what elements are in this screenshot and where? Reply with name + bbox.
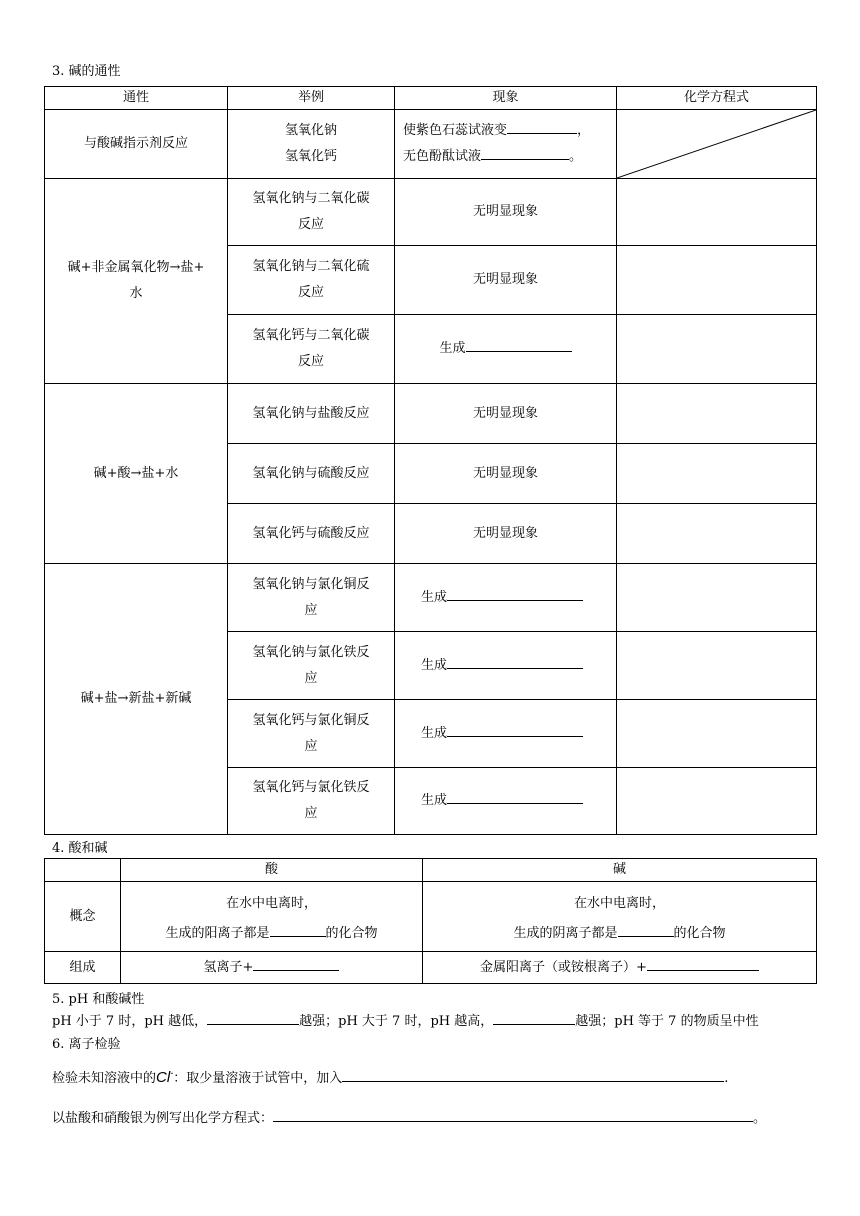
example-text: 氢氧化钠与二氧化硫 <box>252 259 370 274</box>
example-cell: 氢氧化钠与盐酸反应 <box>228 384 395 444</box>
header-empty <box>45 859 121 882</box>
property-text: 水 <box>129 286 143 301</box>
table-header-row <box>45 87 817 110</box>
equation-cell[interactable] <box>617 768 817 835</box>
fill-blank[interactable] <box>207 1010 299 1025</box>
header-example: 举例 <box>228 87 395 110</box>
table-row <box>45 179 817 246</box>
example-cell: 氢氧化钠与硫酸反应 <box>228 444 395 504</box>
section-4-title: 4. 酸和碱 <box>52 841 108 856</box>
example-text: 应 <box>304 670 318 686</box>
example-text: 氢氧化钙与二氧化碳 <box>252 328 370 343</box>
phenomenon-cell: 无明显现象 <box>395 384 617 444</box>
phenomenon-cell <box>395 632 617 700</box>
phenomenon-cell <box>395 564 617 632</box>
table-row <box>45 384 817 444</box>
equation-cell[interactable] <box>617 632 817 700</box>
phenomenon-cell <box>395 315 617 384</box>
phenomenon-cell <box>395 768 617 835</box>
equation-cell[interactable] <box>617 384 817 444</box>
test-text: 检验未知溶液中的 <box>52 1071 157 1086</box>
fill-blank[interactable] <box>507 119 577 134</box>
base-composition-cell <box>423 952 817 984</box>
concept-text: 的化合物 <box>673 925 726 941</box>
punctuation: 。 <box>753 1111 767 1126</box>
concept-text: 生成的阳离子都是 <box>165 925 270 941</box>
example-text: 氢氧化钠 <box>284 123 337 138</box>
phenomenon-cell <box>395 110 617 179</box>
example-cell <box>228 700 395 768</box>
diagonal-line <box>617 110 816 178</box>
table-row <box>45 952 817 984</box>
table-row <box>45 564 817 632</box>
phenomenon-text: 使紫色石蕊试液变 <box>403 123 508 138</box>
example-cell <box>228 768 395 835</box>
equation-cell[interactable] <box>617 700 817 768</box>
concept-text: 在水中电离时， <box>225 895 317 911</box>
fill-blank[interactable] <box>447 654 583 669</box>
equation-cell[interactable] <box>617 504 817 564</box>
fill-blank[interactable] <box>647 956 759 971</box>
example-text: 反应 <box>297 285 324 300</box>
phenomenon-cell: 无明显现象 <box>395 179 617 246</box>
example-text: 应 <box>304 602 318 618</box>
phenomenon-text: 生成 <box>421 725 448 741</box>
phenomenon-text: 无色酚酞试液 <box>403 149 482 164</box>
header-property: 通性 <box>45 87 228 110</box>
example-cell <box>228 315 395 384</box>
punctuation: 。 <box>569 149 583 164</box>
concept-text: 的化合物 <box>325 925 378 941</box>
fill-blank[interactable] <box>447 722 583 737</box>
punctuation: ， <box>577 123 591 138</box>
equation-text: 以盐酸和硝酸银为例写出化学方程式： <box>52 1111 274 1126</box>
table-row <box>45 110 817 179</box>
phenomenon-text: 生成 <box>421 657 448 673</box>
punctuation: . <box>724 1071 729 1086</box>
example-cell <box>228 246 395 315</box>
property-indicator: 与酸碱指示剂反应 <box>45 110 228 179</box>
table-row <box>45 882 817 952</box>
example-text: 氢氧化钠与氯化铁反 <box>252 644 370 660</box>
example-cell <box>228 632 395 700</box>
phenomenon-text: 生成 <box>421 589 448 605</box>
acid-base-table <box>44 858 817 984</box>
section-6-title: 6. 离子检验 <box>52 1037 121 1052</box>
property-salt: 碱+盐→新盐+新碱 <box>45 564 228 835</box>
example-cell <box>228 179 395 246</box>
example-text: 氢氧化钙 <box>284 149 337 164</box>
fill-blank[interactable] <box>273 1107 753 1122</box>
example-text: 氢氧化钠与氯化铜反 <box>252 576 370 592</box>
fill-blank[interactable] <box>481 145 569 160</box>
example-text: 氢氧化钙与氯化铜反 <box>252 712 370 728</box>
fill-blank[interactable] <box>618 922 674 937</box>
example-cell: 氢氧化钙与硫酸反应 <box>228 504 395 564</box>
property-nonmetal-oxide <box>45 179 228 384</box>
fill-blank[interactable] <box>270 922 326 937</box>
example-text: 应 <box>304 806 318 821</box>
fill-blank[interactable] <box>253 956 339 971</box>
chloride-ion: Cl- <box>156 1068 174 1086</box>
example-text: 反应 <box>297 217 324 232</box>
phenomenon-text: 生成 <box>421 793 448 808</box>
example-text: 氢氧化钠与二氧化碳 <box>252 191 370 206</box>
section-5-title: 5. pH 和酸碱性 <box>52 992 145 1007</box>
phenomenon-cell: 无明显现象 <box>395 246 617 315</box>
fill-blank[interactable] <box>493 1010 575 1025</box>
base-concept-cell <box>423 882 817 952</box>
ph-text: 越强；pH 等于 7 的物质呈中性 <box>575 1014 759 1029</box>
phenomenon-cell: 无明显现象 <box>395 444 617 504</box>
phenomenon-cell: 无明显现象 <box>395 504 617 564</box>
section-3-title: 3. 碱的通性 <box>52 64 121 79</box>
composition-text: 金属阳离子（或铵根离子）+ <box>480 959 647 975</box>
base-properties-table <box>44 86 817 835</box>
example-cell <box>228 564 395 632</box>
acid-composition-cell <box>121 952 423 984</box>
example-text: 反应 <box>297 354 324 369</box>
fill-blank[interactable] <box>342 1067 724 1082</box>
equation-cell[interactable] <box>617 246 817 315</box>
fill-blank[interactable] <box>447 586 583 601</box>
equation-line <box>52 1107 766 1126</box>
concept-text: 生成的阴离子都是 <box>513 925 618 941</box>
ph-paragraph <box>52 1010 759 1029</box>
row-label-composition: 组成 <box>45 952 121 984</box>
property-acid: 碱+酸→盐+水 <box>45 384 228 564</box>
equation-cell-crossed <box>617 110 817 179</box>
row-label-concept: 概念 <box>45 882 121 952</box>
ph-text: pH 小于 7 时，pH 越低， <box>52 1014 208 1029</box>
test-text: ：取少量溶液于试管中，加入 <box>173 1071 343 1086</box>
phenomenon-cell <box>395 700 617 768</box>
property-text: 碱+非金属氧化物→盐+ <box>67 260 205 275</box>
equation-cell[interactable] <box>617 444 817 504</box>
fill-blank[interactable] <box>466 337 572 352</box>
table-header-row <box>45 859 817 882</box>
phenomenon-text: 生成 <box>439 341 466 356</box>
header-acid: 酸 <box>121 859 423 882</box>
example-text: 应 <box>304 738 318 754</box>
header-equation: 化学方程式 <box>617 87 817 110</box>
header-base: 碱 <box>423 859 817 882</box>
composition-text: 氢离子+ <box>203 959 254 975</box>
example-text: 氢氧化钙与氯化铁反 <box>252 780 370 795</box>
concept-text: 在水中电离时， <box>573 895 665 911</box>
acid-concept-cell <box>121 882 423 952</box>
fill-blank[interactable] <box>447 789 583 804</box>
ph-text: 越强；pH 大于 7 时，pH 越高， <box>299 1014 494 1029</box>
header-phenomenon: 现象 <box>395 87 617 110</box>
example-cell <box>228 110 395 179</box>
equation-cell[interactable] <box>617 179 817 246</box>
chloride-test-line <box>52 1067 728 1086</box>
equation-cell[interactable] <box>617 315 817 384</box>
equation-cell[interactable] <box>617 564 817 632</box>
